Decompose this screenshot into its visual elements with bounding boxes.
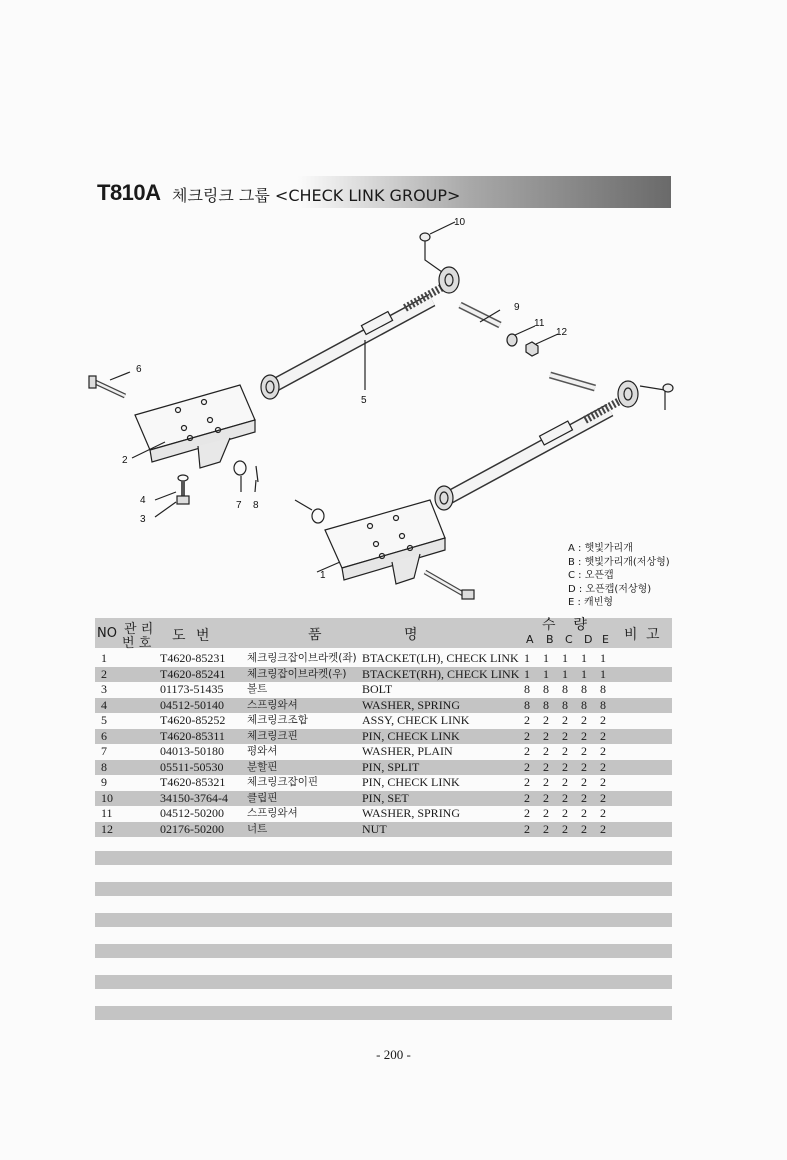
row-qty-c: 2: [562, 775, 568, 789]
row-qty-b: 1: [543, 651, 549, 665]
callout-7: 7: [236, 500, 242, 511]
row-code: T4620-85231: [160, 651, 226, 665]
header-mgmt-bottom: 번 호: [122, 636, 152, 651]
row-qty-c: 2: [562, 806, 568, 820]
row-name-en: PIN, SET: [362, 790, 409, 805]
empty-row-band: [95, 1006, 672, 1020]
row-code: 04013-50180: [160, 744, 224, 758]
row-code: 04512-50200: [160, 806, 224, 820]
row-qty-c: 8: [562, 682, 568, 696]
header-qty-b: B: [546, 633, 554, 646]
row-qty-a: 2: [524, 806, 530, 820]
header-name-right: 명: [404, 627, 418, 643]
legend-item: B : 햇빛가리개(저상형): [568, 556, 670, 568]
row-name-kr: 분할핀: [247, 760, 278, 773]
row-qty-a: 1: [524, 666, 530, 681]
row-name-kr: 체크링크잡이핀: [247, 776, 319, 788]
row-qty-c: 2: [562, 759, 568, 774]
row-qty-b: 2: [543, 790, 549, 805]
row-qty-e: 2: [600, 806, 606, 820]
row-qty-d: 2: [581, 713, 587, 727]
row-name-en: BOLT: [362, 682, 393, 696]
row-no: 5: [101, 713, 107, 727]
row-qty-a: 2: [524, 744, 530, 758]
row-qty-d: 2: [581, 728, 587, 743]
row-code: T4620-85252: [160, 713, 226, 727]
row-qty-c: 2: [562, 713, 568, 727]
table-row: [95, 729, 672, 745]
row-qty-d: 1: [581, 666, 587, 681]
legend-item: E : 캐빈형: [568, 597, 614, 609]
row-qty-e: 2: [600, 728, 606, 743]
row-name-kr: 체크링잡이브라켓(우): [247, 667, 347, 680]
row-qty-a: 8: [524, 697, 530, 712]
row-no: 12: [101, 821, 113, 836]
row-code: 01173-51435: [160, 682, 224, 696]
empty-row-band: [95, 913, 672, 927]
legend-item: D : 오픈캡(저상형): [568, 583, 652, 595]
row-qty-b: 2: [543, 744, 549, 758]
row-name-en: BTACKET(LH), CHECK LINK: [362, 651, 519, 665]
row-no: 10: [101, 790, 113, 805]
row-qty-b: 8: [543, 697, 549, 712]
row-code: T4620-85321: [160, 775, 226, 789]
row-qty-c: 1: [562, 651, 568, 665]
row-qty-d: 8: [581, 682, 587, 696]
row-no: 2: [101, 666, 107, 681]
legend-item: C : 오픈캡: [568, 570, 614, 582]
row-qty-b: 2: [543, 806, 549, 820]
callout-10: 10: [454, 217, 466, 228]
row-qty-e: 2: [600, 775, 606, 789]
row-qty-d: 8: [581, 697, 587, 712]
callout-5: 5: [361, 395, 367, 406]
row-name-kr: 평와셔: [247, 745, 278, 757]
row-no: 9: [101, 775, 107, 789]
row-code: 02176-50200: [160, 821, 224, 836]
table-row: [95, 775, 672, 791]
row-name-kr: 체크링크잡이브라켓(좌): [247, 652, 357, 664]
row-name-en: PIN, SPLIT: [362, 759, 420, 774]
row-qty-c: 2: [562, 728, 568, 743]
table-row: [95, 806, 672, 822]
row-name-en: WASHER, SPRING: [362, 697, 461, 712]
row-qty-d: 2: [581, 821, 587, 836]
callout-12: 12: [556, 327, 568, 338]
row-name-kr: 체크링크핀: [247, 729, 298, 742]
table-row: [95, 682, 672, 698]
row-name-kr: 스프링와셔: [247, 807, 298, 819]
row-name-en: ASSY, CHECK LINK: [362, 713, 470, 727]
table-row: [95, 667, 672, 683]
row-qty-e: 8: [600, 697, 606, 712]
row-qty-b: 8: [543, 682, 549, 696]
row-qty-a: 2: [524, 821, 530, 836]
row-qty-d: 2: [581, 806, 587, 820]
row-name-kr: 스프링와셔: [247, 698, 298, 711]
row-qty-a: 2: [524, 775, 530, 789]
row-name-kr: 클립핀: [247, 791, 278, 804]
header-quantity: 수 량: [542, 617, 587, 633]
table-row: [95, 760, 672, 776]
row-no: 7: [101, 744, 107, 758]
callout-11: 11: [534, 318, 545, 329]
row-qty-b: 2: [543, 821, 549, 836]
table-row: [95, 713, 672, 729]
table-row: [95, 822, 672, 838]
callout-4: 4: [140, 495, 146, 506]
table-row: [95, 791, 672, 807]
row-code: T4620-85241: [160, 666, 226, 681]
row-qty-b: 2: [543, 775, 549, 789]
header-qty-e: E: [602, 633, 609, 646]
header-name-left: 품: [308, 627, 322, 643]
row-name-en: WASHER, PLAIN: [362, 744, 453, 758]
page-number: - 200 -: [376, 1047, 411, 1062]
row-code: T4620-85311: [160, 728, 225, 743]
row-qty-c: 1: [562, 666, 568, 681]
row-qty-a: 2: [524, 713, 530, 727]
row-no: 1: [101, 651, 107, 665]
row-qty-d: 2: [581, 759, 587, 774]
row-code: 05511-50530: [160, 759, 224, 774]
parts-table: [95, 651, 672, 837]
section-title: 체크링크 그룹 <CHECK LINK GROUP>: [172, 186, 461, 205]
row-no: 6: [101, 728, 107, 743]
legend-item: A : 햇빛가리개: [568, 543, 633, 554]
row-qty-b: 1: [543, 666, 549, 681]
row-qty-c: 2: [562, 821, 568, 836]
row-qty-d: 1: [581, 651, 587, 665]
table-row: [95, 698, 672, 714]
row-name-en: WASHER, SPRING: [362, 806, 461, 820]
row-qty-a: 2: [524, 790, 530, 805]
header-drawing-no: 도 번: [172, 628, 210, 644]
row-qty-a: 2: [524, 728, 530, 743]
row-qty-e: 2: [600, 790, 606, 805]
row-code: 34150-3764-4: [160, 790, 228, 805]
header-qty-c: C: [565, 633, 573, 646]
row-name-en: NUT: [362, 821, 387, 836]
row-qty-c: 2: [562, 790, 568, 805]
row-qty-c: 8: [562, 697, 568, 712]
table-row: [95, 651, 672, 667]
row-qty-d: 2: [581, 790, 587, 805]
row-no: 3: [101, 682, 107, 696]
row-qty-b: 2: [543, 713, 549, 727]
empty-row-band: [95, 882, 672, 896]
header-qty-a: A: [526, 633, 534, 646]
table-row: [95, 744, 672, 760]
row-name-en: PIN, CHECK LINK: [362, 775, 460, 789]
row-qty-e: 2: [600, 759, 606, 774]
row-qty-a: 8: [524, 682, 530, 696]
row-qty-e: 2: [600, 744, 606, 758]
row-qty-e: 8: [600, 682, 606, 696]
row-no: 11: [101, 806, 113, 820]
row-qty-b: 2: [543, 728, 549, 743]
model-legend: [568, 542, 670, 610]
row-no: 4: [101, 697, 107, 712]
empty-row-band: [95, 975, 672, 989]
row-qty-e: 2: [600, 713, 606, 727]
row-code: 04512-50140: [160, 697, 224, 712]
row-qty-e: 1: [600, 666, 606, 681]
row-qty-d: 2: [581, 775, 587, 789]
row-name-en: BTACKET(RH), CHECK LINK: [362, 666, 520, 681]
callout-8: 8: [253, 500, 259, 511]
row-qty-e: 2: [600, 821, 606, 836]
row-no: 8: [101, 759, 107, 774]
row-name-kr: 체크링크조합: [247, 714, 308, 726]
callout-2: 2: [122, 455, 128, 466]
row-qty-e: 1: [600, 651, 606, 665]
row-qty-a: 2: [524, 759, 530, 774]
row-qty-b: 2: [543, 759, 549, 774]
row-name-kr: 볼트: [247, 683, 268, 695]
row-qty-c: 2: [562, 744, 568, 758]
row-qty-a: 1: [524, 651, 530, 665]
model-code: T810A: [97, 180, 161, 205]
row-qty-d: 2: [581, 744, 587, 758]
callout-9: 9: [514, 302, 520, 313]
row-name-kr: 너트: [247, 822, 268, 835]
header-remarks: 비 고: [624, 627, 660, 643]
callout-6: 6: [136, 364, 142, 375]
empty-row-band: [95, 944, 672, 958]
header-no: NO: [97, 626, 117, 641]
callout-3: 3: [140, 514, 146, 525]
row-name-en: PIN, CHECK LINK: [362, 728, 460, 743]
header-mgmt-top: 관 리: [124, 622, 154, 637]
callout-1: 1: [320, 570, 326, 581]
empty-row-band: [95, 851, 672, 865]
header-qty-d: D: [584, 633, 593, 646]
